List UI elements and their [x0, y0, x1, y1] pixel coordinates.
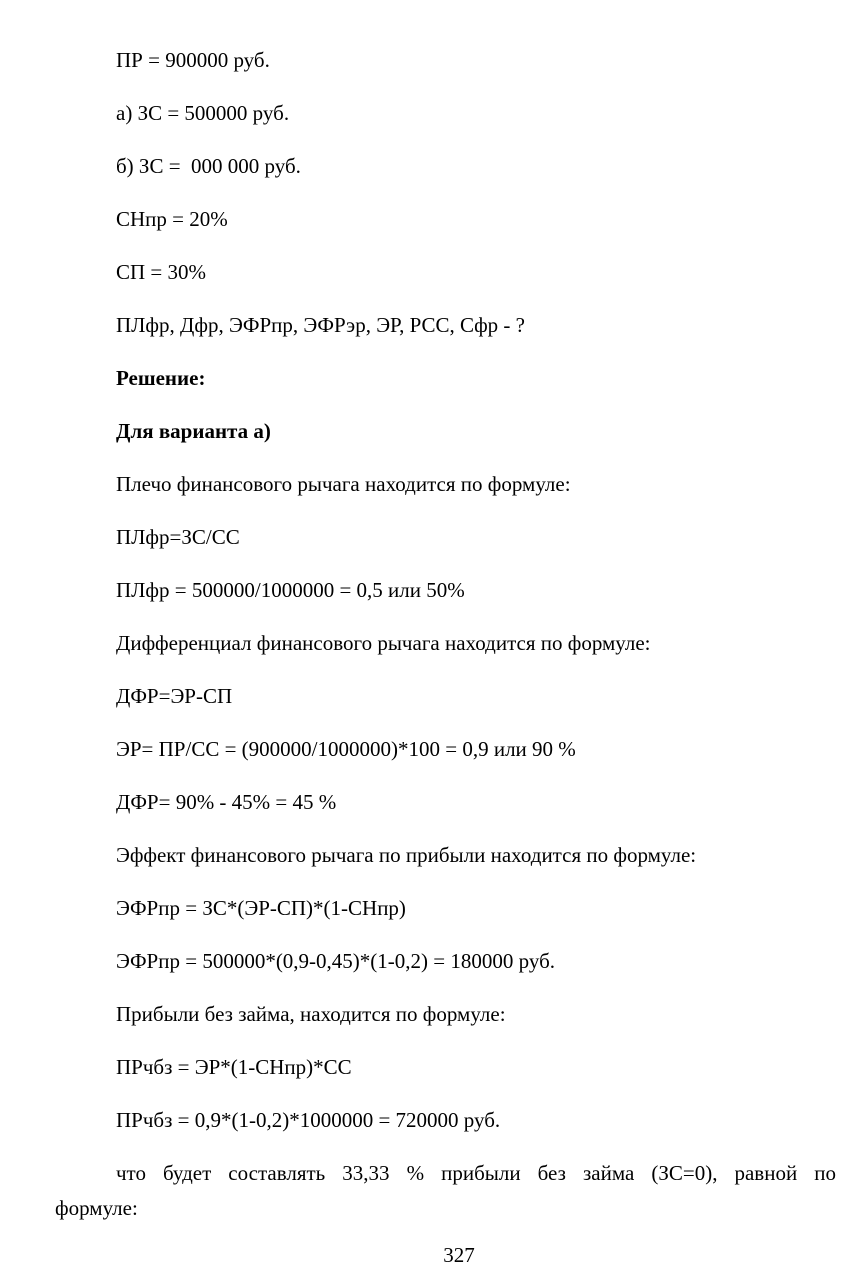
given-borrowed-capital-a: а) ЗС = 500000 руб.	[116, 101, 290, 125]
effect-calculation: ЭФРпр = 500000*(0,9-0,45)*(1-0,2) = 180000 руб.	[116, 949, 556, 973]
variant-a-heading: Для варианта а)	[116, 419, 271, 443]
solution-heading: Решение:	[116, 366, 206, 390]
unknowns-list: ПЛфр, Дфр, ЭФРпр, ЭФРэр, ЭР, РСС, Сфр - ?	[116, 313, 525, 337]
differential-calculation: ДФР= 90% - 45% = 45 %	[116, 790, 337, 814]
leverage-formula: ПЛфр=ЗС/СС	[116, 525, 240, 549]
profit-no-loan-description: Прибыли без займа, находится по формуле:	[116, 1002, 506, 1026]
leverage-description: Плечо финансового рычага находится по формуле:	[116, 472, 571, 496]
final-paragraph-continuation: формуле:	[55, 1196, 138, 1220]
given-interest-rate: СП = 30%	[116, 260, 207, 284]
effect-formula: ЭФРпр = ЗС*(ЭР-СП)*(1-СНпр)	[116, 896, 406, 920]
effect-description: Эффект финансового рычага по прибыли находится по формуле:	[116, 843, 697, 867]
final-paragraph-line: что будет составлять 33,33 % прибыли без займа (ЗС=0), равной по	[116, 1161, 836, 1185]
given-borrowed-capital-b: б) ЗС = 000 000 руб.	[116, 154, 301, 178]
profit-no-loan-formula: ПРчбз = ЭР*(1-СНпр)*СС	[116, 1055, 352, 1079]
leverage-calculation: ПЛфр = 500000/1000000 = 0,5 или 50%	[116, 578, 465, 602]
page-number: 327	[443, 1243, 475, 1267]
given-tax-rate: СНпр = 20%	[116, 207, 228, 231]
differential-description: Дифференциал финансового рычага находится по формуле:	[116, 631, 651, 655]
economic-return-calculation: ЭР= ПР/СС = (900000/1000000)*100 = 0,9 или 90 %	[116, 737, 576, 761]
profit-no-loan-calculation: ПРчбз = 0,9*(1-0,2)*1000000 = 720000 руб.	[116, 1108, 501, 1132]
given-profit: ПР = 900000 руб.	[116, 48, 270, 72]
differential-formula: ДФР=ЭР-СП	[116, 684, 233, 708]
